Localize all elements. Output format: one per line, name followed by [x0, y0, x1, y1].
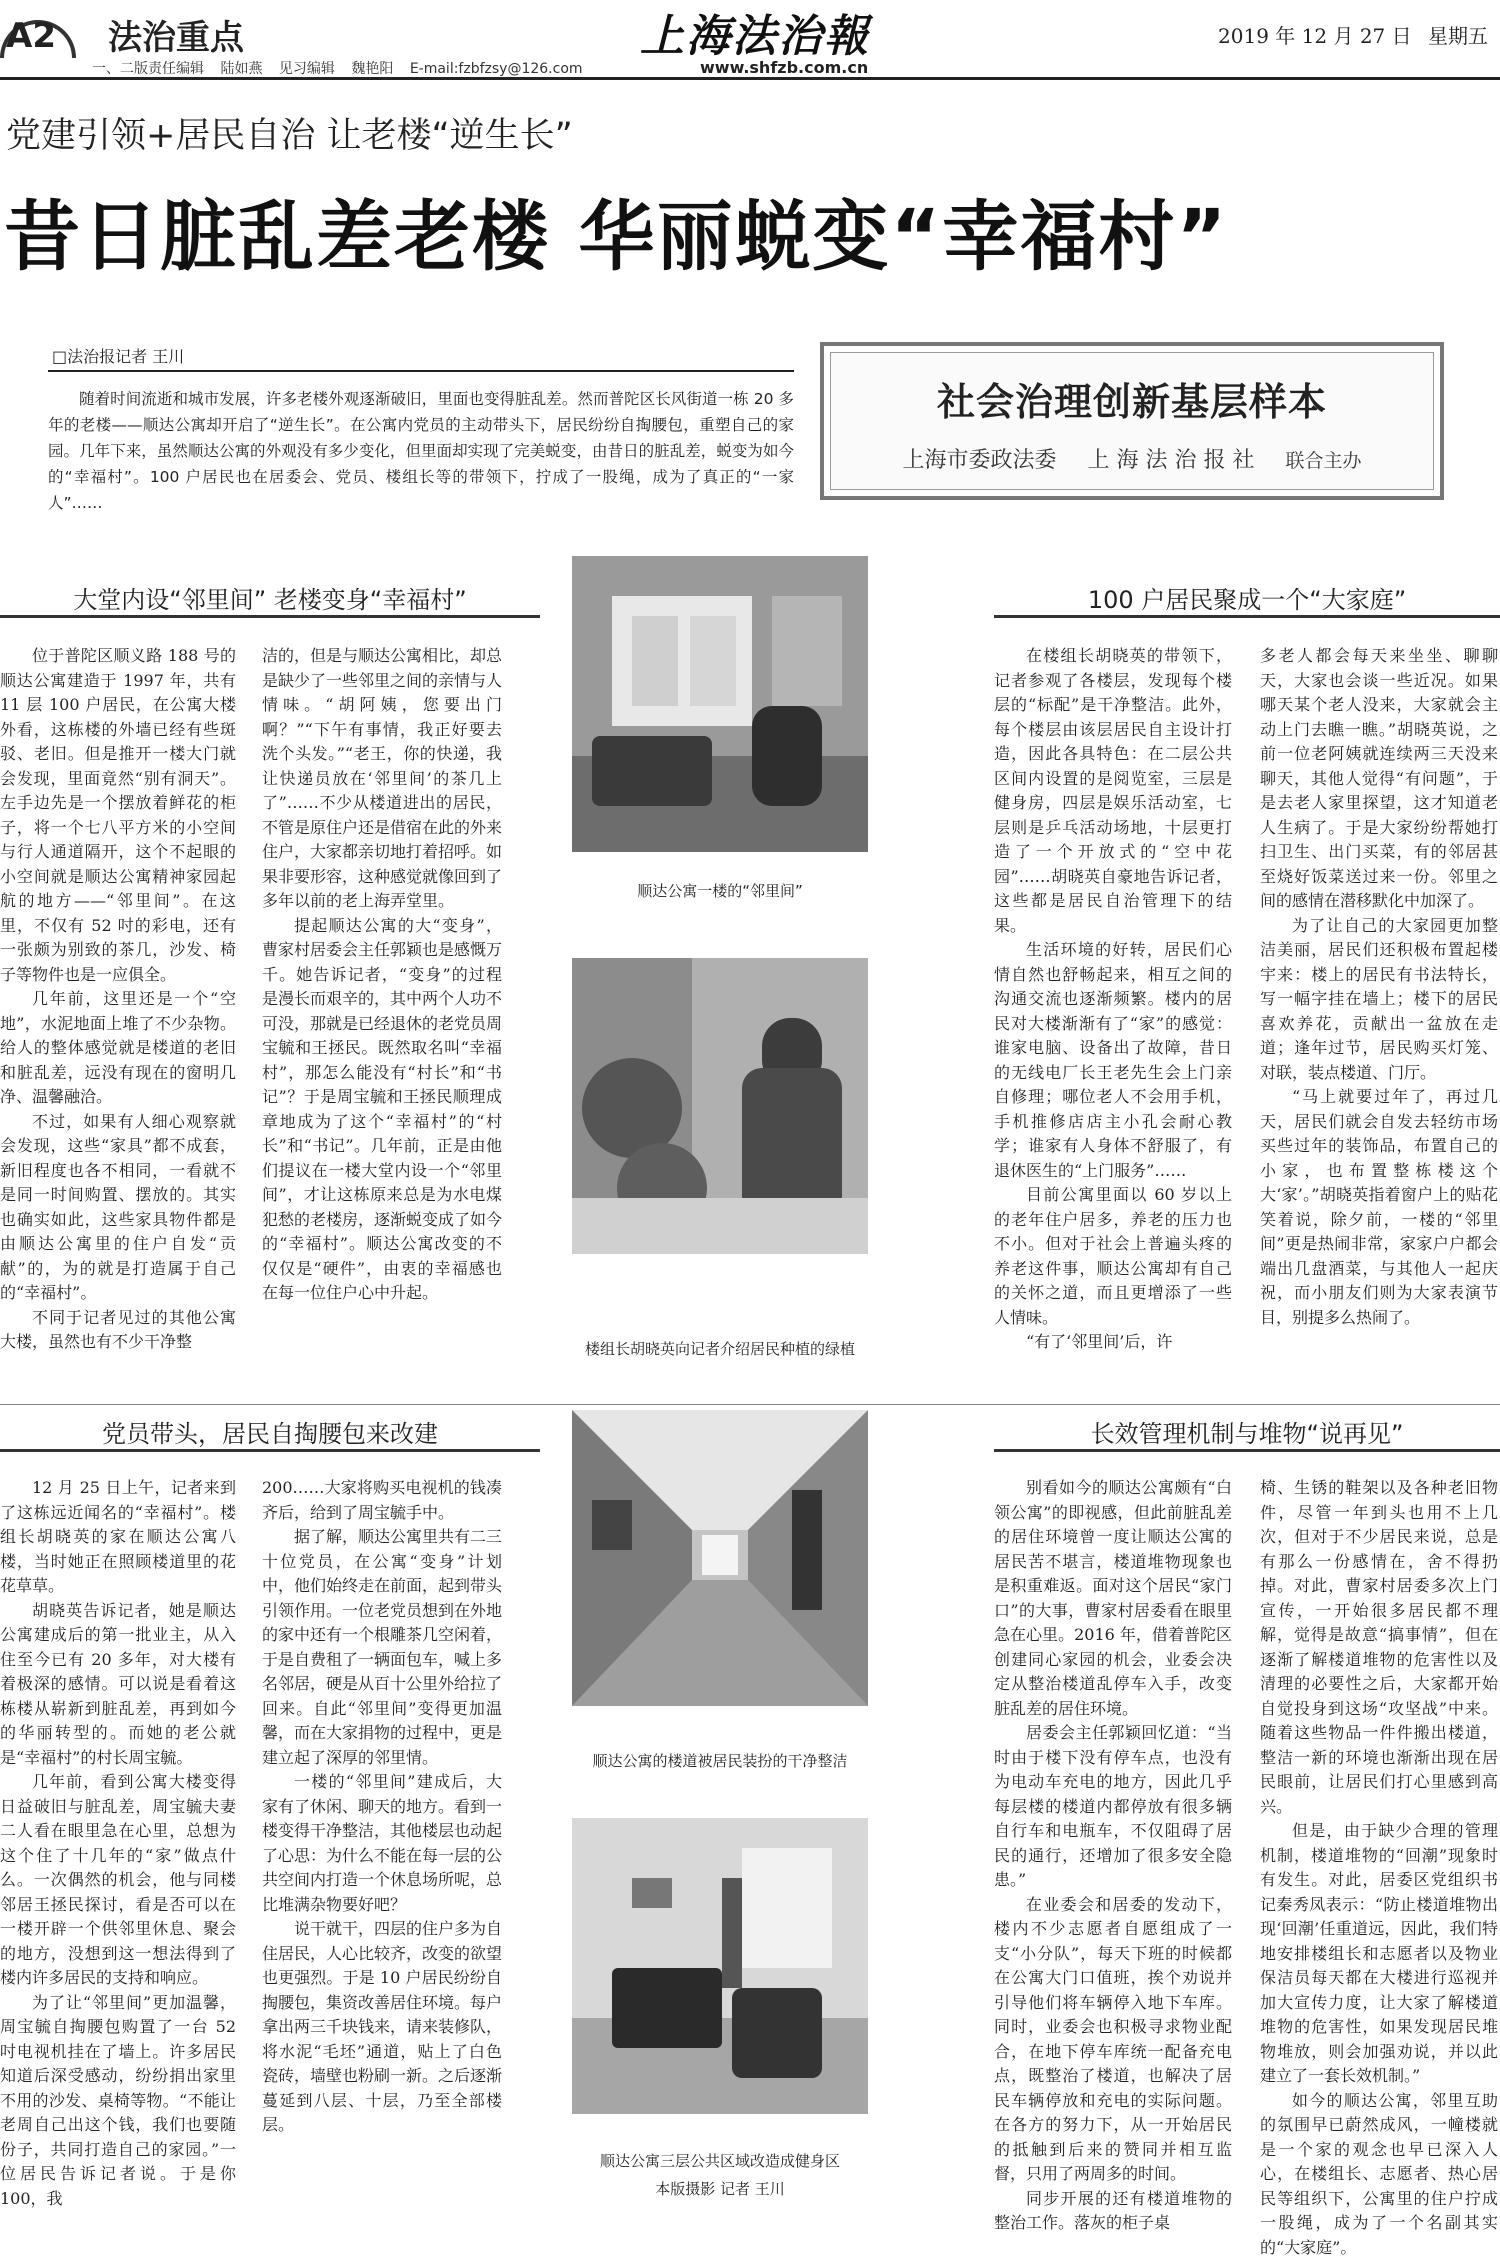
paragraph: 别看如今的顺达公寓颇有“白领公寓”的即视感，但此前脏乱差的居住环境曾一度让顺达公寓的居民苦不堪言，楼道堆物现象也是积重难返。面对这个居民“家门口”的大事，曹家村居委看在眼里急在心里。2016 年，借着普陀区创建同心家园的机会，业委会决定从整治楼道乱停车入手，改变脏乱差的居住环境。 [994, 1476, 1232, 1721]
photo-caption-2: 楼组长胡晓英向记者介绍居民种植的绿植 [572, 1338, 868, 1359]
editor-role-2: 见习编辑 [279, 61, 335, 77]
editor-name-1: 陆如燕 [220, 61, 262, 77]
headline-kicker: 党建引领+居民自治 让老楼“逆生长” [6, 108, 573, 158]
article-column-6 [262, 1476, 502, 2224]
section-head-rule [0, 615, 540, 618]
paragraph: 位于普陀区顺义路 188 号的顺达公寓建造于 1997 年，共有 11 层 100 户居民，在公寓大楼外看，这栋楼的外墙已经有些斑驳、老旧。但是推开一楼大门就会发现，里面竟然“别有洞天”。左手边先是一个摆放着鲜花的柜子，将一个七八平方米的小空间与行人通道隔开，这个不起眼的小空间就是顺达公寓精神家园起航的地方——“邻里间”。在这里，不仅有 52 吋的彩电，还有一张颇为别致的茶几，沙发、椅子等物件也是一应俱全。 [0, 644, 236, 987]
sponsor-2: 上 海 法 治 报 社 [1088, 448, 1255, 473]
issue-date-text: 2019 年 12 月 27 日 [1218, 24, 1412, 48]
section-name: 法治重点 [108, 10, 244, 59]
sponsor-1: 上海市委政法委 [903, 448, 1057, 473]
column-title: 社会治理创新基层样本 [831, 371, 1433, 426]
section-head-rule [994, 615, 1500, 618]
editors-line [92, 58, 595, 78]
masthead [0, 0, 1500, 80]
article-column-7 [994, 1476, 1232, 2224]
page-number-badge [0, 12, 80, 60]
photo-corridor-image [572, 1410, 868, 1706]
photo-plants [572, 958, 868, 1254]
page-number: A2 [6, 16, 56, 56]
issue-weekday: 星期五 [1428, 24, 1488, 48]
paragraph: 为了让“邻里间”更加温馨，周宝毓自掏腰包购置了一台 52 吋电视机挂在了墙上。许多居民知道后深受感动，纷纷捐出家里不用的沙发、桌椅等物。“不能让老周自己出这个钱，我们也要随份子，共同打造自己的家园。”一位居民告诉记者说。于是你 100，我 [0, 1991, 236, 2212]
paragraph: 不过，如果有人细心观察就会发现，这些“家具”都不成套，新旧程度也各不相同，一看就不是同一时间购置、摆放的。其实也确实如此，这些家具物件都是由顺达公寓里的住户自发“贡献”的，为的就是打造属于自己的“幸福村”。 [0, 1110, 236, 1306]
byline-rule [48, 370, 794, 372]
paragraph: 如今的顺达公寓，邻里互助的氛围早已蔚然成风，一幢楼就是一个家的观念也早已深入人心，在楼组长、志愿者、热心居民等组织下，公寓里的住户拧成一股绳，成为了一个名副其实的“大家庭”。 [1260, 2089, 1498, 2260]
paragraph: “有了‘邻里间’后，许 [994, 1330, 1232, 1355]
photo-plants-image [572, 958, 868, 1254]
paragraph: “马上就要过年了，再过几天，居民们就会自发去轻纺市场买些过年的装饰品，布置自己的小家，也布置整栋楼这个大‘家’。”胡晓英指着窗户上的贴花笑着说，除夕前，一楼的“邻里间”更是热闹非常，家家户户都会端出几盘酒菜，与其他人一起庆祝，而小朋友们则为大家表演节目，别提多么热闹了。 [1260, 1085, 1498, 1330]
paragraph: 据了解，顺达公寓里共有二三十位党员，在公寓“变身”计划中，他们始终走在前面，起到带头引领作用。一位老党员想到在外地的家中还有一个根雕茶几空闲着，于是自费租了一辆面包车，喊上多名邻居，硬是从百十公里外给拉了回来。自此“邻里间”变得更加温馨，而在大家捐物的过程中，更是建立起了深厚的邻里情。 [262, 1525, 502, 1770]
paragraph: 目前公寓里面以 60 岁以上的老年住户居多，养老的压力也不小。但对于社会上普遍头疼的养老这件事，顺达公寓却有自己的关怀之道，而且更增添了一些人情味。 [994, 1183, 1232, 1330]
section-head-1-text: 大堂内设“邻里间” 老楼变身“幸福村” [0, 580, 540, 615]
column-banner-inner [830, 352, 1434, 490]
editor-email: E-mail:fzbfzsy@126.com [410, 61, 583, 77]
paragraph: 说干就干，四层的住户多为自住居民，人心比较齐，改变的欲望也更强烈。于是 10 户居民纷纷自掏腰包，集资改善居住环境。每户拿出两三千块钱来，请来装修队，将水泥“毛坯”通道，贴上了白色瓷砖，墙壁也粉刷一新。之后逐渐蔓延到八层、十层，乃至全部楼层。 [262, 1917, 502, 2138]
photo-lobby [572, 556, 868, 852]
paragraph: 生活环境的好转，居民们心情自然也舒畅起来，相互之间的沟通交流也逐渐频繁。楼内的居民对大楼渐渐有了“家”的感觉：谁家电脑、设备出了故障，昔日的无线电厂长王老先生会上门亲自修理；哪位老人不会用手机，手机推修店店主小孔会耐心教学；谁家有人身体不舒服了，有退休医生的“上门服务”…… [994, 938, 1232, 1183]
paragraph: 200……大家将购买电视机的钱凑齐后，给到了周宝毓手中。 [262, 1476, 502, 1525]
paragraph: 在业委会和居委的发动下，楼内不少志愿者自愿组成了一支“小分队”，每天下班的时候都在公寓大门口值班，挨个劝说并引导他们将车辆停入地下车库。同时，业委会也积极寻求物业配合，在地下停车库统一配备充电点，既整治了楼道，也解决了居民车辆停放和充电的实际问题。在各方的努力下，从一开始居民的抵触到后来的赞同并相互监督，只用了两周多的时间。 [994, 1893, 1232, 2187]
section-head-1 [0, 574, 540, 618]
section-head-2-text: 100 户居民聚成一个“大家庭” [994, 580, 1500, 615]
photo-caption-3: 顺达公寓的楼道被居民装扮的干净整洁 [572, 1750, 868, 1771]
paper-url: www.shfzb.com.cn [700, 58, 868, 77]
paragraph: 胡晓英告诉记者，她是顺达公寓建成后的第一批业主，从入住至今已有 20 多年，对大楼有着极深的感情。可以说是看着这栋楼从崭新到脏乱差，再到如今的华丽转型的。而她的老公就是“幸福村”的村长周宝毓。 [0, 1599, 236, 1771]
issue-date [1208, 20, 1488, 49]
photo-gym-image [572, 1818, 868, 2114]
paragraph: 在楼组长胡晓英的带领下，记者参观了各楼层，发现每个楼层的“标配”是干净整洁。此外，每个楼层由该层居民自主设计打造，因此各具特色：在二层公共区间内设置的是阅览室，三层是健身房，四层是娱乐活动室，七层则是乒乓活动场地，十层更打造了一个开放式的“空中花园”……胡晓英自豪地告诉记者，这些都是居民自治管理下的结果。 [994, 644, 1232, 938]
paragraph: 为了让自己的大家园更加整洁美丽，居民们还积极布置起楼宇来：楼上的居民有书法特长，写一幅字挂在墙上；楼下的居民喜欢养花，贡献出一盆放在走道；逢年过节，居民购买灯笼、对联，装点楼道、门厅。 [1260, 914, 1498, 1086]
lede-paragraph: 随着时间流逝和城市发展，许多老楼外观逐渐破旧，里面也变得脏乱差。然而普陀区长风街道一栋 20 多年的老楼——顺达公寓却开启了“逆生长”。在公寓内党员的主动带头下，居民纷纷自掏腰包，重塑自己的家园。几年下来，虽然顺达公寓的外观没有多少变化，但里面却实现了完美蜕变，由昔日的脏乱差，蜕变为如今的“幸福村”。100 户居民也在居委会、党员、楼组长等的带领下，拧成了一股绳，成为了真正的“一家人”…… [48, 386, 794, 516]
column-banner [820, 342, 1444, 500]
article-column-8 [1260, 1476, 1498, 2224]
section-head-4-text: 长效管理机制与堆物“说再见” [994, 1414, 1500, 1449]
photo-corridor [572, 1410, 868, 1706]
paragraph: 几年前，这里还是一个“空地”，水泥地面上堆了不少杂物。给人的整体感觉就是楼道的老旧和脏乱差，远没有现在的窗明几净、温馨融洽。 [0, 987, 236, 1110]
main-headline: 昔日脏乱差老楼 华丽蜕变“幸福村” [4, 176, 1228, 285]
photo-gym [572, 1818, 868, 2114]
article-column-1 [0, 644, 236, 1384]
editor-role-1: 一、二版责任编辑 [92, 61, 204, 77]
paragraph: 同步开展的还有楼道堆物的整治工作。落灰的柜子桌 [994, 2187, 1232, 2236]
section-head-3 [0, 1408, 540, 1452]
paragraph: 12 月 25 日上午，记者来到了这栋远近闻名的“幸福村”。楼组长胡晓英的家在顺达公寓八楼，当时她正在照顾楼道里的花花草草。 [0, 1476, 236, 1599]
article-column-3 [994, 644, 1232, 1390]
paragraph: 一楼的“邻里间”建成后，大家有了休闲、聊天的地方。看到一楼变得干净整洁，其他楼层也动起了心思：为什么不能在每一层的公共空间内打造一个休息场所呢，总比堆满杂物要好吧？ [262, 1770, 502, 1917]
horizontal-divider [0, 1404, 1500, 1405]
section-head-rule [0, 1449, 540, 1452]
photo-credit: 本版摄影 记者 王川 [572, 2178, 868, 2199]
paragraph: 不同于记者见过的其他公寓大楼，虽然也有不少干净整 [0, 1306, 236, 1355]
section-head-4 [994, 1408, 1500, 1452]
byline: □法治报记者 王川 [52, 344, 184, 367]
paragraph: 居委会主任郭颖回忆道：“当时由于楼下没有停车点，也没有为电动车充电的地方，因此几乎每层楼的楼道内都停放有很多辆自行车和电瓶车，不仅阻碍了居民的通行，还增加了很多安全隐患。” [994, 1721, 1232, 1893]
article-column-2 [262, 644, 502, 1384]
section-head-2 [994, 574, 1500, 618]
paragraph: 洁的，但是与顺达公寓相比，却总是缺少了一些邻里之间的亲情与人情味。“胡阿姨，您要出门啊？”“下午有事情，我正好要去洗个头发。”“老王，你的快递，我让快递员放在‘邻里间’的茶几上了”……不少从楼道进出的居民，不管是原住户还是借宿在此的外来住户，大家都亲切地打着招呼。如果非要形容，这种感觉就像回到了多年以前的老上海弄堂里。 [262, 644, 502, 914]
article-column-5 [0, 1476, 236, 2224]
paragraph: 但是，由于缺少合理的管理机制，楼道堆物的“回潮”现象时有发生。对此，居委区党组织书记秦秀凤表示：“防止楼道堆物出现‘回潮’任重道远，因此，我们特地安排楼组长和志愿者以及物业保洁员每天都在大楼进行巡视并加大宣传力度，让大家了解楼道堆物的危害性，如果发现居民堆物堆放，则会加强劝说，并以此建立了一套长效机制。” [1260, 1819, 1498, 2089]
photo-caption-1: 顺达公寓一楼的“邻里间” [572, 880, 868, 901]
photo-lobby-image [572, 556, 868, 852]
paper-logo: 上海法治報 [640, 0, 870, 64]
paragraph: 椅、生锈的鞋架以及各种老旧物件，尽管一年到头也用不上几次，但对于不少居民来说，总是有那么一份感情在，舍不得扔掉。对此，曹家村居委多次上门宣传，一开始很多居民都不理解，觉得是故意“搞事情”，但在逐渐了解楼道堆物的危害性以及清理的必要性之后，大家都开始自觉投身到这场“攻坚战”中来。随着这些物品一件件搬出楼道，整洁一新的环境也渐渐出现在居民眼前，让居民们打心里感到高兴。 [1260, 1476, 1498, 1819]
paragraph: 提起顺达公寓的大“变身”，曹家村居委会主任郭颖也是感慨万千。她告诉记者，“变身”的过程是漫长而艰辛的，其中两个人功不可没，那就是已经退休的老党员周宝毓和王拯民。既然取名叫“幸福村”，那怎么能没有“村长”和“书记”？于是周宝毓和王拯民顺理成章地成为了这个“幸福村”的“村长”和“书记”。几年前，正是由他们提议在一楼大堂内设一个“邻里间”，才让这栋原来总是为水电煤犯愁的老楼房，逐渐蜕变成了如今的“幸福村”。顺达公寓改变的不仅仅是“硬件”，由衷的幸福感也在每一位住户心中升起。 [262, 914, 502, 1306]
column-sponsors [831, 443, 1433, 474]
paragraph: 多老人都会每天来坐坐、聊聊天，大家也会谈一些近况。如果哪天某个老人没来，大家就会主动上门去瞧一瞧。”胡晓英说，之前一位老阿姨就连续两三天没来聊天，其他人觉得“有问题”，于是去老人家里探望，这才知道老人生病了。于是大家纷纷帮她打扫卫生、出门买菜，有的邻居甚至烧好饭菜送过来一份。邻里之间的感情在潜移默化中加深了。 [1260, 644, 1498, 914]
section-head-3-text: 党员带头，居民自掏腰包来改建 [0, 1414, 540, 1449]
editor-name-2: 魏艳阳 [351, 61, 393, 77]
sponsor-note: 联合主办 [1285, 450, 1361, 472]
article-column-4 [1260, 644, 1498, 1390]
photo-caption-4: 顺达公寓三层公共区域改造成健身区 [572, 2150, 868, 2171]
paragraph: 几年前，看到公寓大楼变得日益破旧与脏乱差，周宝毓夫妻二人看在眼里急在心里，总想为这个住了十几年的“家”做点什么。一次偶然的机会，他与同楼邻居王拯民探讨，看是否可以在一楼开辟一个供邻里休息、聚会的地方，没想到这一想法得到了楼内许多居民的支持和响应。 [0, 1770, 236, 1991]
section-head-rule [994, 1449, 1500, 1452]
